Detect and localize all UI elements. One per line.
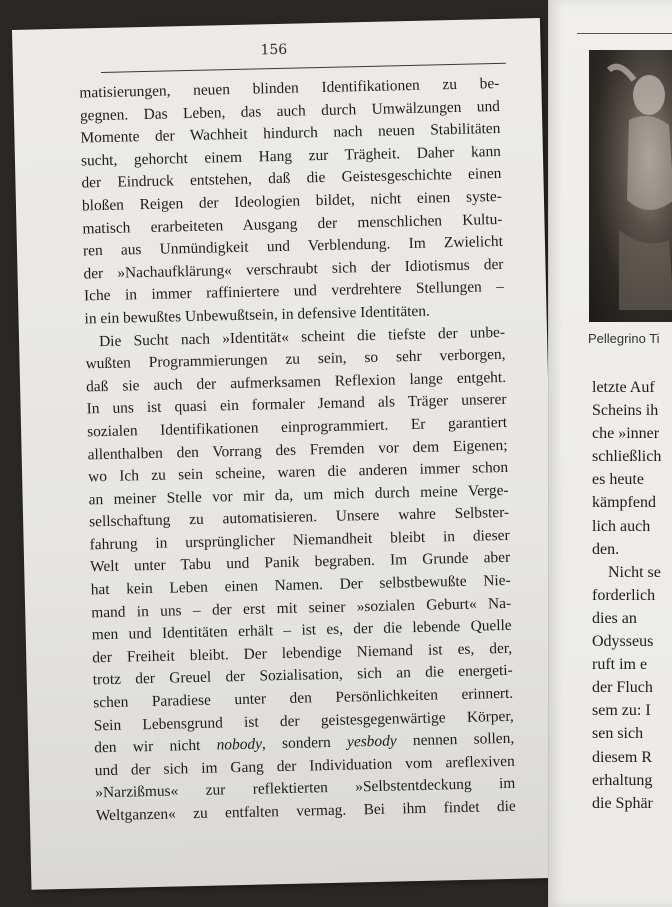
- text-line: Weltganzen« zu entfalten vermag. Bei ihm findet die: [95, 797, 516, 825]
- text-line: bloßen Reigen der Ideologien bildet, nicht einen syste-: [81, 187, 503, 215]
- text-line: fahrung in ursprünglicher Niemandheit bleibt in dieser: [89, 526, 510, 554]
- header-rule: [101, 63, 506, 73]
- text-line: ren aus Unmündigkeit und Verblendung. Im Zwielicht: [82, 233, 504, 260]
- text-line: und der sich im Gang der Individuation vom areflexiven: [94, 752, 515, 780]
- body-text: [79, 73, 516, 828]
- text-line: matisierungen, neuen blinden Identifikationen zu be-: [79, 74, 500, 102]
- page-number: 156: [260, 41, 288, 59]
- right-body-text: [592, 376, 672, 815]
- text-line: forderlich: [592, 586, 656, 604]
- text-line: kämpfend: [592, 494, 656, 512]
- text-line: wo Ich zu sein scheine, waren die anderen immer schon: [87, 458, 509, 486]
- text-line: diesem R: [592, 748, 652, 766]
- text-line: Sein Lebensgrund ist der geistesgegenwärtige Körper,: [93, 707, 514, 734]
- text-line: wußten Programmierungen zu sein, so sehr verborgen,: [85, 346, 506, 373]
- text-line: dies an: [592, 609, 637, 627]
- text-line: matisch erarbeiteten Ausgang der menschlichen Kultu-: [82, 210, 503, 238]
- text-line: che »inner: [592, 425, 660, 443]
- text-line: hat kein Leben einen Namen. Der selbstbewußte Nie-: [90, 571, 511, 599]
- text-line: sem zu: I: [592, 702, 651, 720]
- text-line: erhaltung: [592, 771, 653, 789]
- text-line: mand in uns – der erst mit seiner »sozialen Geburt« Na-: [91, 594, 512, 622]
- text-line: sen sich: [592, 725, 644, 743]
- text-line: gegnen. Das Leben, das auch durch Umwälzungen und: [79, 97, 501, 125]
- figure-silhouette: [589, 50, 672, 322]
- text-line: an meiner Stelle vor mir da, um mich durch meine Verge-: [88, 481, 509, 509]
- left-book-page: [12, 18, 559, 890]
- text-line: ruft im e: [592, 656, 648, 674]
- italic-word: nobody: [216, 735, 263, 754]
- text-line: allenthalben den Vorrang des Fremden vor dem Eigenen;: [87, 436, 508, 463]
- text-line: den wir nicht nobody, sondern yesbody nennen sollen,: [94, 730, 515, 757]
- text-line: Die Sucht nach »Identität« scheint die tiefste der unbe-: [98, 323, 506, 350]
- text-line: men und Identitäten erhält – ist es, der die lebende Quelle: [91, 617, 512, 644]
- text-line: trotz der Greuel der Sozialisation, sich an die energeti-: [92, 662, 513, 689]
- text-line: Nicht se: [608, 563, 661, 581]
- painting-illustration: [589, 50, 672, 322]
- text-line: Odysseus: [592, 633, 654, 651]
- text-line: der Fluch: [592, 679, 653, 697]
- text-line: schließlich: [592, 448, 662, 466]
- text-line: Momente der Wachheit hindurch nach neuen Stabilitäten: [80, 120, 501, 147]
- right-book-page: [548, 0, 672, 907]
- right-header-rule: [577, 33, 672, 34]
- text-line: daß sie auch der aufmerksamen Reflexion lange entgeht.: [85, 368, 507, 396]
- text-line: der Freiheit bleibt. Der lebendige Niemand ist es, der,: [92, 639, 513, 667]
- italic-word: yesbody: [346, 732, 397, 751]
- text-line: Welt unter Tabu und Panik begraben. Im Grunde aber: [90, 549, 511, 576]
- text-line: »Narzißmus« zur reflektierten »Selbstentdeckung im: [95, 775, 516, 802]
- text-line: lich auch: [592, 517, 651, 535]
- text-line: den.: [592, 540, 620, 558]
- text-line: es heute: [592, 471, 644, 489]
- text-line: in ein bewußtes Unbewußtsein, in defensive Identitäten.: [84, 302, 431, 328]
- text-line: sozialen Identifikationen einprogrammiert. Er garantiert: [86, 413, 508, 441]
- text-line: sucht, gehorcht einem Hang zur Trägheit. Daher kann: [80, 142, 502, 170]
- text-line: Iche in immer raffiniertere und verdrehtere Stellungen –: [83, 278, 505, 305]
- text-line: sellschaftung zu automatisieren. Unsere wahre Selbster-: [88, 504, 510, 531]
- text-line: letzte Auf: [592, 379, 655, 396]
- text-line: der »Nachaufklärung« verschraubt sich der Idiotismus der: [83, 255, 504, 283]
- text-line: der Eindruck entstehen, daß die Geistesgeschichte einen: [81, 165, 502, 192]
- text-line: die Sphär: [592, 794, 653, 812]
- text-line: schen Paradiese unter den Persönlichkeiten erinnert.: [93, 684, 514, 712]
- text-line: Scheins ih: [592, 402, 659, 420]
- figure-caption: Pellegrino Ti: [588, 331, 660, 346]
- text-line: In uns ist quasi ein formaler Jemand als Träger unserer: [86, 391, 507, 418]
